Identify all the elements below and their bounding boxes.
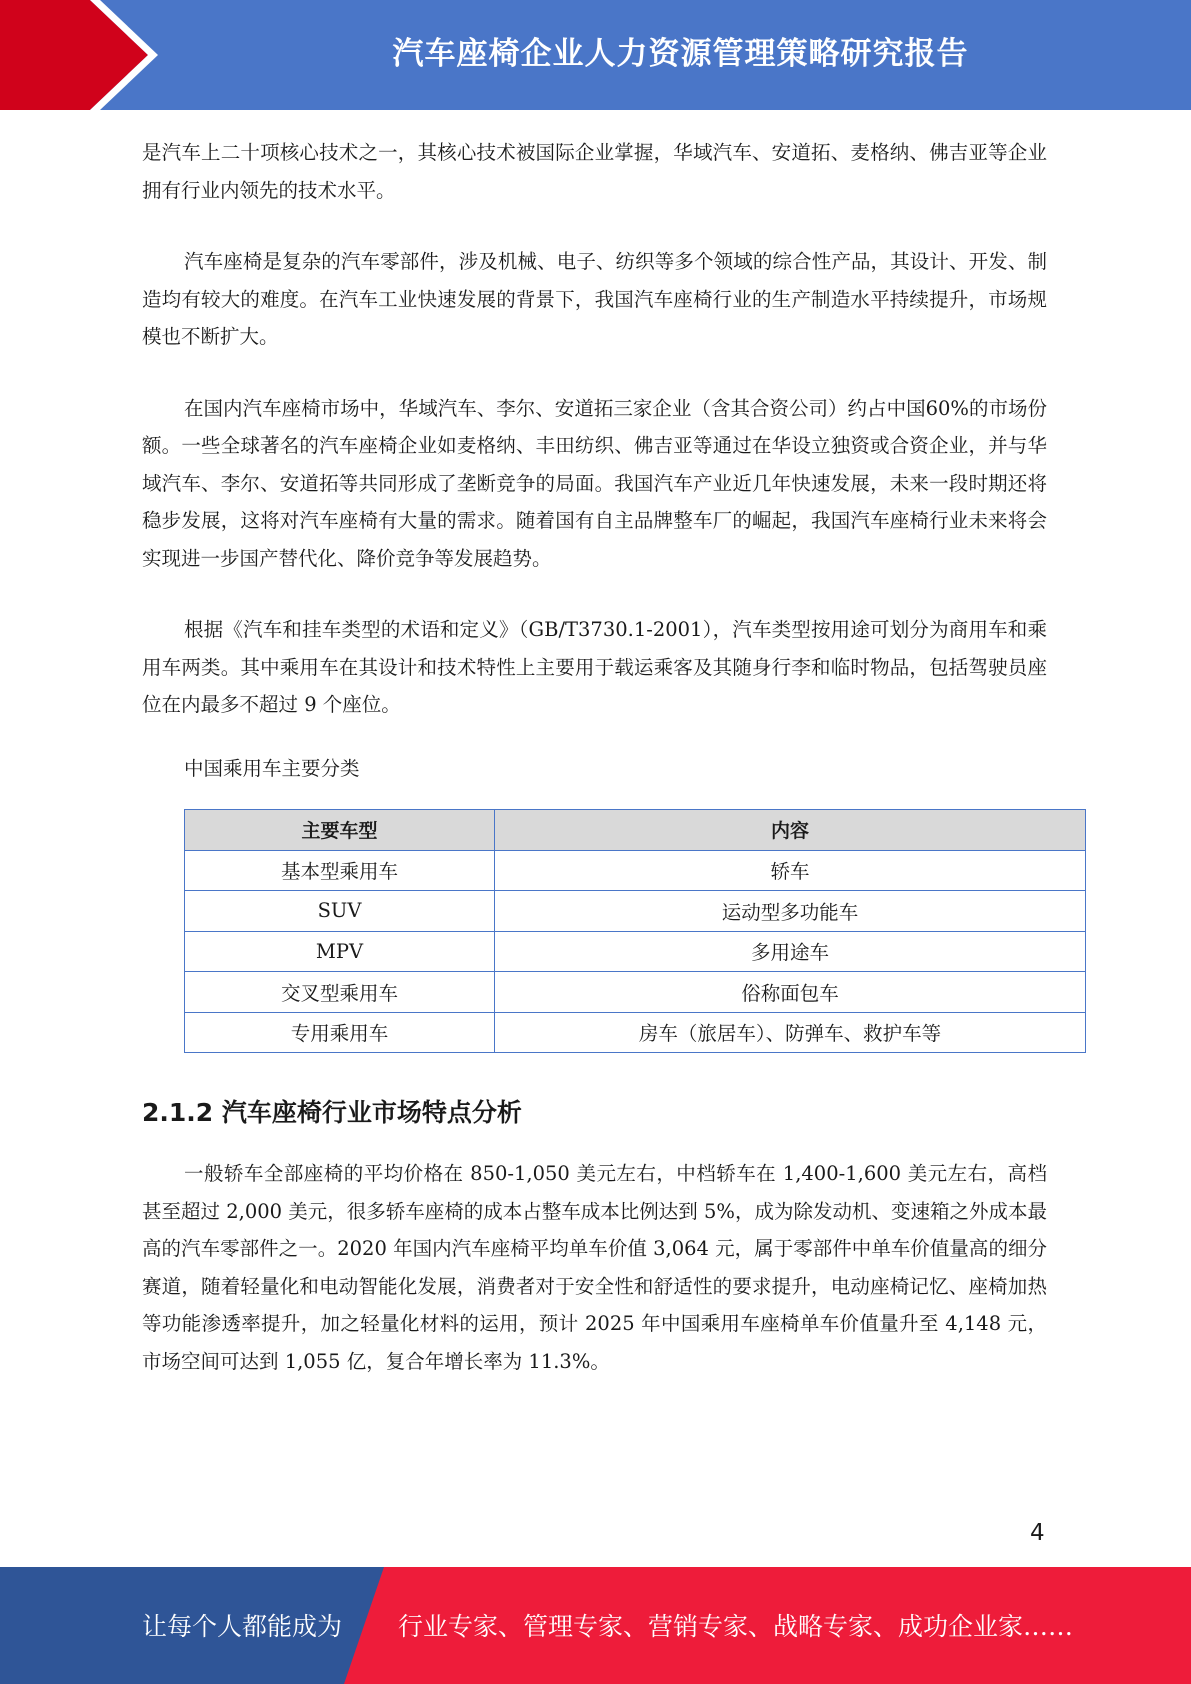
- paragraph-2: 汽车座椅是复杂的汽车零部件，涉及机械、电子、纺织等多个领域的综合性产品，其设计、开发、制造均有较大的难度。在汽车工业快速发展的背景下，我国汽车座椅行业的生产制造水平持续提升，市场规模也不断扩大。: [142, 250, 1047, 348]
- footer-slogan-right: 行业专家、管理专家、营销专家、战略专家、成功企业家……: [398, 1612, 1074, 1641]
- table-cell: 交叉型乘用车: [185, 972, 495, 1013]
- passenger-car-classification-table: [184, 809, 1086, 1053]
- table-cell: MPV: [185, 931, 495, 972]
- paragraph-4: 根据《汽车和挂车类型的术语和定义》（GB/T3730.1-2001），汽车类型按用途可划分为商用车和乘用车两类。其中乘用车在其设计和技术特性上主要用于载运乘客及其随身行李和临时物品，包括驾驶员座位在内最多不超过 9 个座位。: [142, 618, 1047, 716]
- table-row: [185, 1012, 1086, 1053]
- page-content: [142, 134, 1047, 1414]
- table-header-cell: 内容: [495, 810, 1086, 851]
- table-cell: 俗称面包车: [495, 972, 1086, 1013]
- report-title: 汽车座椅企业人力资源管理策略研究报告: [392, 36, 969, 72]
- table-cell: 运动型多功能车: [495, 891, 1086, 932]
- table-cell: 多用途车: [495, 931, 1086, 972]
- table-cell: 房车（旅居车）、防弹车、救护车等: [495, 1012, 1086, 1053]
- section-heading: 2.1.2 汽车座椅行业市场特点分析: [142, 1098, 522, 1127]
- paragraph-3: 在国内汽车座椅市场中，华域汽车、李尔、安道拓三家企业（含其合资公司）约占中国60%的市场份额。一些全球著名的汽车座椅企业如麦格纳、丰田纺织、佛吉亚等通过在华设立独资或合资企业，并与华域汽车、李尔、安道拓等共同形成了垄断竞争的局面。我国汽车产业近几年快速发展，未来一段时期还将稳步发展，这将对汽车座椅有大量的需求。随着国有自主品牌整车厂的崛起，我国汽车座椅行业未来将会实现进一步国产替代化、降价竞争等发展趋势。: [142, 396, 1047, 570]
- table-cell: 专用乘用车: [185, 1012, 495, 1053]
- table-row: [185, 931, 1086, 972]
- table-row: [185, 972, 1086, 1013]
- table-row: [185, 850, 1086, 891]
- header-chevron-decoration: [0, 0, 240, 110]
- table-cell: SUV: [185, 891, 495, 932]
- table-cell: 基本型乘用车: [185, 850, 495, 891]
- page-header: [0, 0, 1191, 110]
- table-caption: 中国乘用车主要分类: [184, 756, 360, 780]
- table-cell: 轿车: [495, 850, 1086, 891]
- footer-slogan-left: 让每个人都能成为: [142, 1612, 343, 1641]
- section-paragraph: 一般轿车全部座椅的平均价格在 850-1,050 美元左右，中档轿车在 1,400-1,600 美元左右，高档甚至超过 2,000 美元，很多轿车座椅的成本占整车成本比例达到 5%，成为除发动机、变速箱之外成本最高的汽车零部件之一。2020 年国内汽车座椅平均单车价值 3,064 元，属于零部件中单车价值量高的细分赛道，随着轻量化和电动智能化发展，消费者对于安全性和舒适性的要求提升，电动座椅记忆、座椅加热等功能渗透率提升，加之轻量化材料的运用，预计 2025 年中国乘用车座椅单车价值量升至 4,148 元，市场空间可达到 1,055 亿，复合年增长率为 11.3%。: [142, 1162, 1047, 1373]
- table-header-row: [185, 810, 1086, 851]
- page-number: 4: [1030, 1520, 1045, 1546]
- table-header-cell: 主要车型: [185, 810, 495, 851]
- table-row: [185, 891, 1086, 932]
- page-footer: [0, 1567, 1191, 1684]
- paragraph-1: 是汽车上二十项核心技术之一，其核心技术被国际企业掌握，华域汽车、安道拓、麦格纳、佛吉亚等企业拥有行业内领先的技术水平。: [142, 141, 1047, 202]
